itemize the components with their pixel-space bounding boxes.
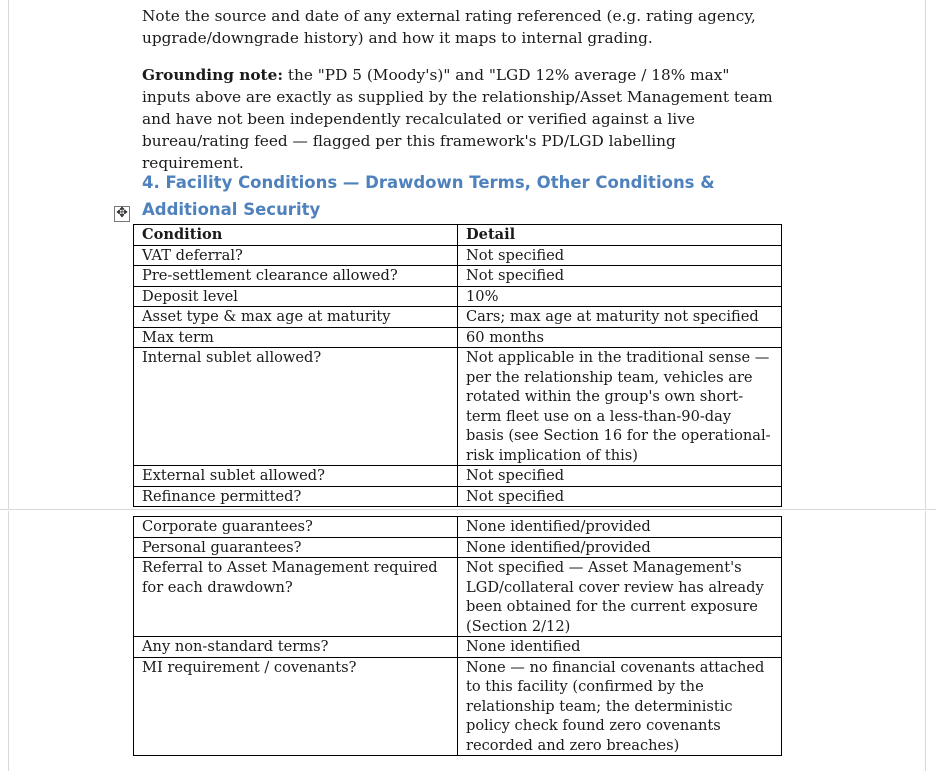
condition-cell[interactable]: Deposit level (134, 286, 458, 307)
table-row (134, 348, 782, 466)
table-row (134, 637, 782, 658)
condition-cell[interactable]: Corporate guarantees? (134, 517, 458, 538)
condition-cell[interactable]: Referral to Asset Management required for each drawdown? (134, 558, 458, 637)
detail-cell[interactable]: Not specified (458, 245, 782, 266)
table-row (134, 307, 782, 328)
detail-cell[interactable]: Not specified (458, 466, 782, 487)
table-row (134, 327, 782, 348)
table-row (134, 245, 782, 266)
condition-cell[interactable]: VAT deferral? (134, 245, 458, 266)
condition-cell[interactable]: Personal guarantees? (134, 537, 458, 558)
table-row (134, 466, 782, 487)
header-detail[interactable]: Detail (458, 225, 782, 246)
table-row (134, 517, 782, 538)
detail-cell[interactable]: None identified (458, 637, 782, 658)
grounding-note-text: the "PD 5 (Moody's)" and "LGD 12% average / 18% max" inputs above are exactly as supplied by the relationship/Asset Management team and have not been independently recalculated or verified against a live bureau/rating feed — flagged per this framework's PD/LGD labelling requirement. (142, 66, 773, 172)
grounding-note-paragraph[interactable] (142, 64, 782, 174)
table-header-row (134, 225, 782, 246)
conditions-table (133, 224, 782, 507)
rating-source-paragraph[interactable]: Note the source and date of any external rating referenced (e.g. rating agency, upgrade/downgrade history) and how it maps to internal grading. (142, 7, 756, 47)
condition-cell[interactable]: Refinance permitted? (134, 486, 458, 507)
grounding-note-label: Grounding note: (142, 66, 283, 84)
condition-cell[interactable]: MI requirement / covenants? (134, 657, 458, 756)
detail-cell[interactable]: Cars; max age at maturity not specified (458, 307, 782, 328)
header-condition[interactable]: Condition (134, 225, 458, 246)
section-heading[interactable]: 4. Facility Conditions — Drawdown Terms, Other Conditions & Additional Security (142, 173, 715, 219)
detail-cell[interactable]: 60 months (458, 327, 782, 348)
condition-cell[interactable]: Max term (134, 327, 458, 348)
condition-cell[interactable]: Internal sublet allowed? (134, 348, 458, 466)
detail-cell[interactable]: 10% (458, 286, 782, 307)
table-row (134, 266, 782, 287)
condition-cell[interactable]: Asset type & max age at maturity (134, 307, 458, 328)
detail-cell[interactable]: Not specified — Asset Management's LGD/collateral cover review has already been obtained for the current exposure (Section 2/12) (458, 558, 782, 637)
detail-cell[interactable]: None identified/provided (458, 517, 782, 538)
detail-cell[interactable]: None — no financial covenants attached to this facility (confirmed by the relationship team; the deterministic policy check found zero covenants recorded and zero breaches) (458, 657, 782, 756)
table-row (134, 657, 782, 756)
table-row (134, 537, 782, 558)
detail-cell[interactable]: Not specified (458, 266, 782, 287)
condition-cell[interactable]: Any non-standard terms? (134, 637, 458, 658)
detail-cell[interactable]: Not specified (458, 486, 782, 507)
condition-cell[interactable]: External sublet allowed? (134, 466, 458, 487)
table-row (134, 286, 782, 307)
table-row (134, 558, 782, 637)
condition-cell[interactable]: Pre-settlement clearance allowed? (134, 266, 458, 287)
detail-cell[interactable]: Not applicable in the traditional sense — per the relationship team, vehicles are rotated within the group's own short-term fleet use on a less-than-90-day basis (see Section 16 for the operational-risk implication of this) (458, 348, 782, 466)
detail-cell[interactable]: None identified/provided (458, 537, 782, 558)
conditions-table-continued (133, 516, 782, 756)
table-move-handle-icon[interactable]: ✥ (114, 206, 130, 222)
table-row (134, 486, 782, 507)
